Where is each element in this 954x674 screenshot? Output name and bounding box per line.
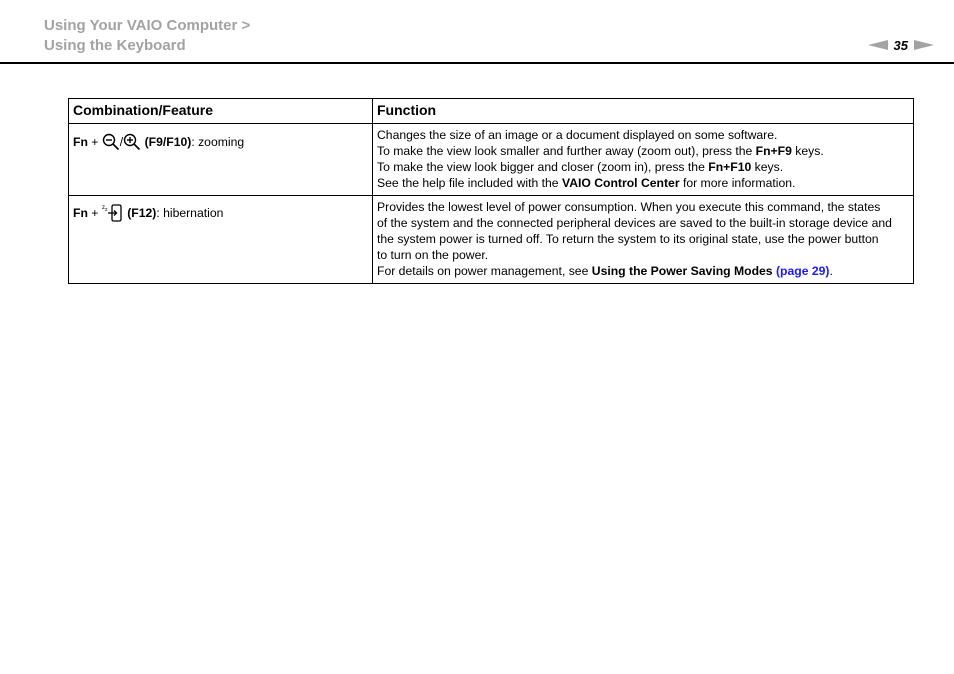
text-run: keys. bbox=[791, 144, 824, 158]
column-header-function: Function bbox=[373, 99, 914, 124]
page-number: 35 bbox=[893, 37, 908, 53]
slash-separator: / bbox=[119, 135, 124, 149]
feature-label: : hibernation bbox=[156, 206, 224, 220]
plus-sign: + bbox=[91, 206, 99, 220]
function-cell bbox=[373, 124, 914, 196]
right-arrow-icon[interactable] bbox=[914, 39, 934, 51]
feature-hibernation bbox=[73, 203, 368, 223]
table-header-row bbox=[69, 99, 914, 124]
zoom-out-icon bbox=[102, 133, 120, 151]
text-run: keys. bbox=[751, 160, 784, 174]
text-run: To make the view look smaller and further away (zoom out), press the bbox=[377, 144, 756, 158]
page-navigation bbox=[868, 36, 934, 54]
feature-zooming bbox=[73, 133, 368, 151]
column-header-feature: Combination/Feature bbox=[69, 99, 373, 124]
function-keys: (F12) bbox=[127, 206, 157, 220]
app-name: VAIO Control Center bbox=[561, 176, 680, 190]
section-reference: Using the Power Saving Modes bbox=[591, 264, 773, 278]
text-run: for more information. bbox=[679, 176, 796, 190]
plus-sign: + bbox=[91, 135, 99, 149]
text-run: See the help file included with the bbox=[377, 176, 562, 190]
function-keys: (F9/F10) bbox=[144, 135, 192, 149]
text-run: To make the view look bigger and closer (zoom in), press the bbox=[377, 160, 709, 174]
function-text: the system power is turned off. To return the system to its original state, use the power button bbox=[377, 232, 879, 246]
key-combo: Fn+F9 bbox=[755, 144, 792, 158]
table-row bbox=[69, 124, 914, 196]
breadcrumb-chapter[interactable]: Using Your VAIO Computer > bbox=[44, 17, 251, 34]
function-text bbox=[377, 143, 909, 159]
breadcrumb bbox=[44, 16, 250, 56]
feature-label: : zooming bbox=[191, 135, 245, 149]
keyboard-combination-table bbox=[68, 98, 914, 284]
function-text: Changes the size of an image or a document displayed on some software. bbox=[377, 128, 778, 142]
function-text: to turn on the power. bbox=[377, 248, 489, 262]
function-cell bbox=[373, 196, 914, 284]
key-combo: Fn+F10 bbox=[708, 160, 752, 174]
zoom-in-icon bbox=[123, 133, 141, 151]
left-arrow-icon[interactable] bbox=[868, 39, 888, 51]
fn-key: Fn bbox=[73, 135, 88, 149]
fn-key: Fn bbox=[73, 206, 88, 220]
text-run: . bbox=[829, 264, 833, 278]
table-row bbox=[69, 196, 914, 284]
feature-cell bbox=[69, 124, 373, 196]
svg-text:z: z bbox=[104, 207, 108, 213]
text-run: For details on power management, see bbox=[377, 264, 592, 278]
function-text bbox=[377, 263, 909, 279]
function-text: of the system and the connected peripheral devices are saved to the built-in storage device and bbox=[377, 216, 892, 230]
feature-cell bbox=[69, 196, 373, 284]
function-text: Provides the lowest level of power consumption. When you execute this command, the states bbox=[377, 200, 881, 214]
header-divider bbox=[0, 62, 954, 64]
svg-text:z: z bbox=[101, 205, 105, 211]
breadcrumb-section[interactable]: Using the Keyboard bbox=[44, 37, 186, 54]
hibernation-icon bbox=[102, 203, 124, 223]
function-text bbox=[377, 175, 909, 191]
function-text bbox=[377, 159, 909, 175]
page-link[interactable]: (page 29) bbox=[775, 264, 830, 278]
